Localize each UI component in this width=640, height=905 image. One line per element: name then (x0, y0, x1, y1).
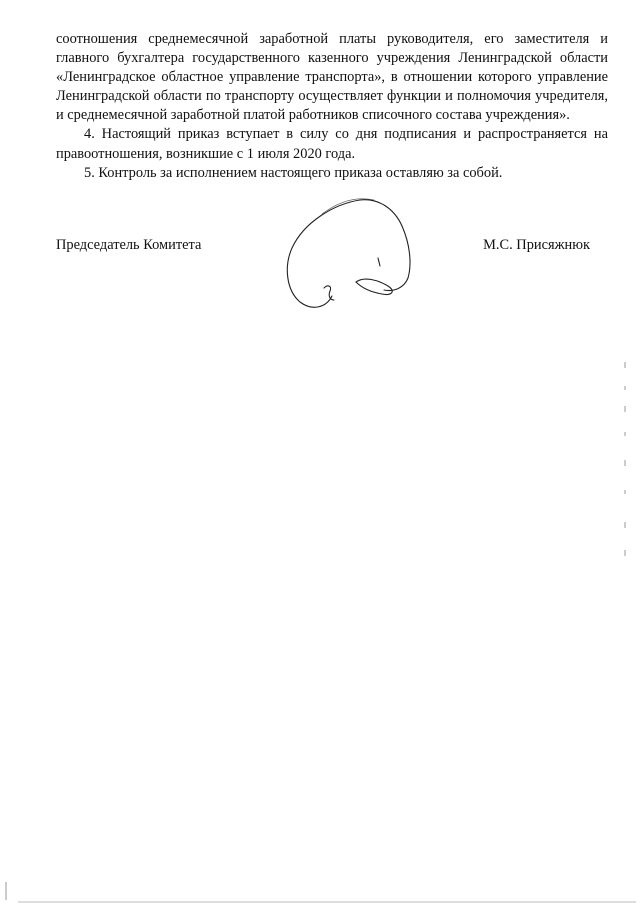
signer-name: М.С. Присяжнюк (483, 237, 590, 253)
paragraph-continuation: соотношения среднемесячной заработной платы руководителя, его заместителя и главного бухгалтера государственного казенного учреждения Ленинградской области «Ленинградское областное управление транспорта», в отношении которого управление Ленинградской области по транспорту осуществляет функции и полномочия учредителя, и среднемесячной заработной платой работников списочного состава учреждения». (56, 31, 608, 124)
paragraph-item-4: 4. Настоящий приказ вступает в силу со дня подписания и распространяется на правоотношения, возникшие с 1 июля 2020 года. (56, 126, 608, 162)
paragraph-item-5: 5. Контроль за исполнением настоящего приказа оставляю за собой. (84, 164, 503, 181)
scan-edge-mark (624, 362, 626, 562)
signer-position: Председатель Комитета (56, 237, 202, 253)
handwritten-signature (282, 192, 422, 314)
document-body (56, 30, 608, 183)
scan-bottom-edge (0, 878, 640, 905)
